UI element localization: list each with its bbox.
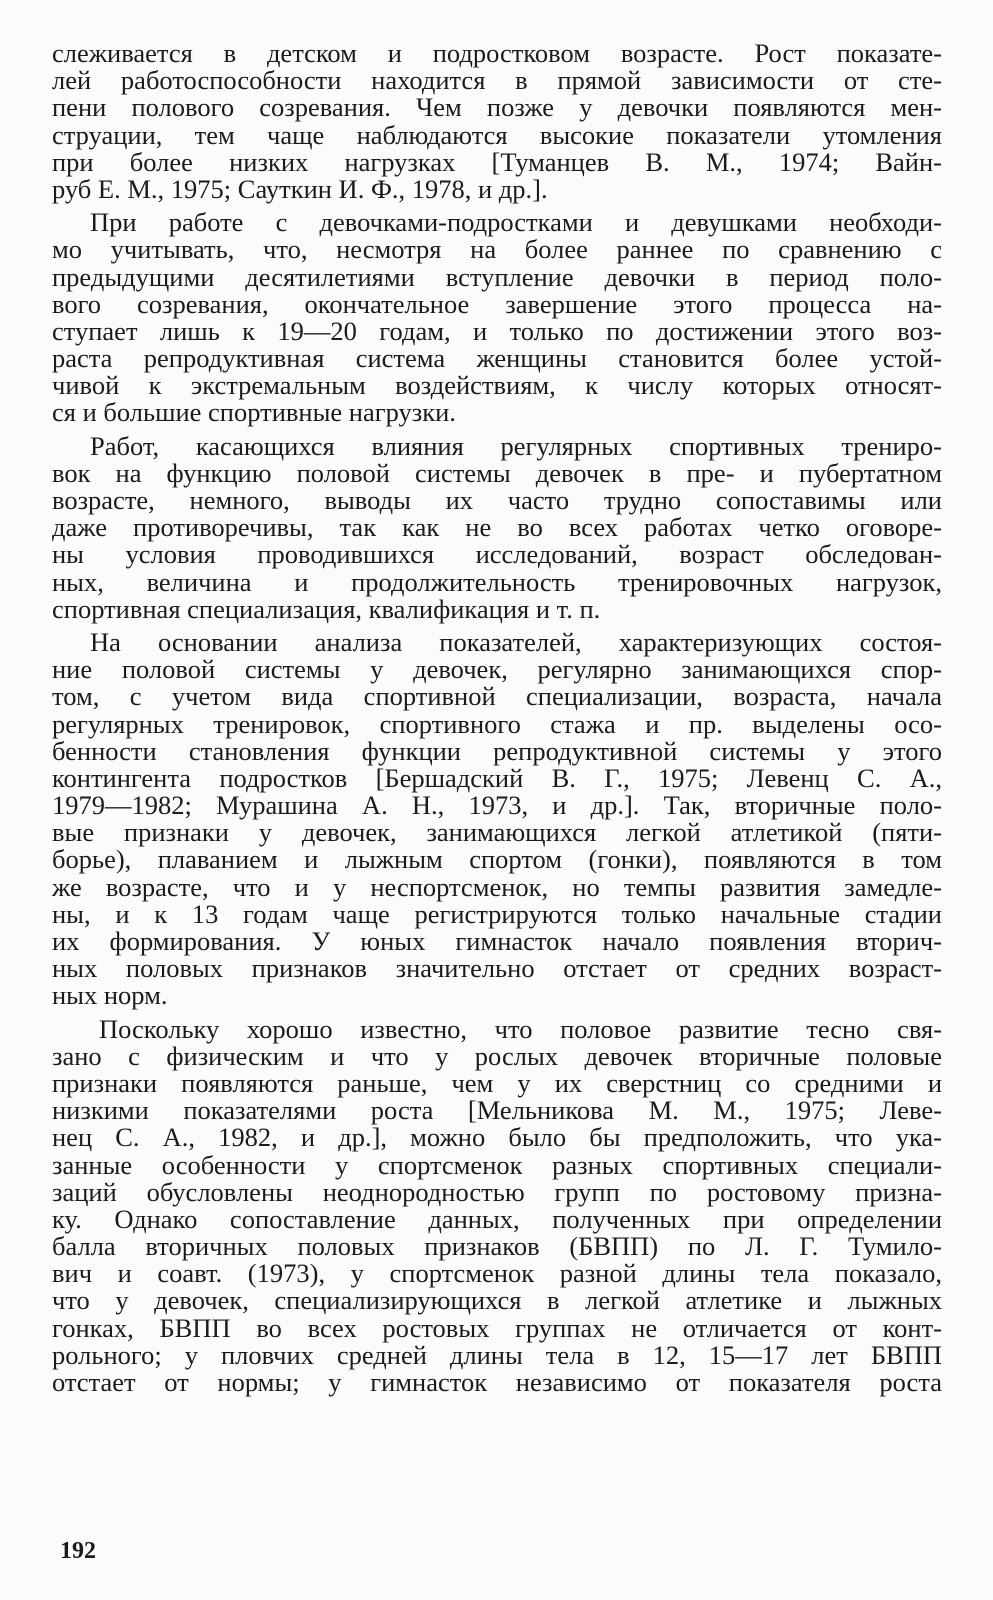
text-line: ны условия проводившихся исследований, возраст обследован- — [52, 539, 942, 570]
text-line: 1979—1982; Мурашина А. Н., 1973, и др.]. Так, вторичные поло- — [52, 790, 942, 821]
text-line: их формирования. У юных гимнасток начало появления вторич- — [52, 926, 942, 956]
text-line: гонках, БВПП во всех ростовых группах не отличается от конт- — [52, 1312, 942, 1343]
text-line: струации, тем чаще наблюдаются высокие показатели утомления — [52, 119, 942, 150]
text-line: ся и большие спортивные нагрузки. — [52, 397, 456, 428]
text-line: низкими показателями роста [Мельникова М. М., 1975; Леве- — [52, 1095, 942, 1126]
text-line: пени полового созревания. Чем позже у девочки появляются мен- — [52, 92, 942, 123]
text-line: При работе с девочками-подростками и девушками необходи- — [90, 207, 942, 238]
text-line: регулярных тренировок, спортивного стажа и пр. выделены осо- — [52, 708, 942, 739]
text-line: вого созревания, окончательное завершение этого процесса на- — [52, 288, 942, 319]
text-line: при более низких нагрузках [Туманцев В. М., 1974; Вайн- — [52, 146, 942, 177]
text-line: отстает от нормы; у гимнасток независимо от показателя роста — [52, 1367, 942, 1397]
text-line: вые признаки у девочек, занимающихся легкой атлетикой (пяти- — [52, 817, 942, 848]
text-line: раста репродуктивная система женщины становится более устой- — [52, 343, 942, 374]
text-line: заций обусловлены неоднородностью групп по ростовому призна- — [52, 1176, 942, 1207]
text-line: ных, величина и продолжительность тренировочных нагрузок, — [52, 566, 942, 597]
text-line: занные особенности у спортсменок разных спортивных специали- — [52, 1149, 942, 1180]
text-line: руб Е. М., 1975; Сауткин И. Ф., 1978, и др.]. — [52, 173, 548, 204]
text-line: ние половой системы у девочек, регулярно занимающихся спор- — [52, 654, 942, 685]
text-line: вок на функцию половой системы девочек в пре- и пубертатном — [52, 457, 942, 488]
text-line: Работ, касающихся влияния регулярных спортивных трениро- — [90, 430, 942, 461]
text-line: предыдущими десятилетиями вступление девочки в период поло- — [52, 261, 942, 292]
text-line: Поскольку хорошо известно, что половое развитие тесно свя- — [99, 1013, 942, 1044]
text-line: том, с учетом вида спортивной специализации, возраста, начала — [52, 681, 942, 712]
text-line: что у девочек, специализирующихся в легкой атлетике и лыжных — [52, 1285, 942, 1316]
text-line: чивой к экстремальным воздействиям, к числу которых относят- — [52, 370, 942, 401]
text-line: признаки появляются раньше, чем у их сверстниц со средними и — [52, 1067, 942, 1098]
text-line: лей работоспособности находится в прямой зависимости от сте- — [52, 65, 942, 96]
text-line: нец С. А., 1982, и др.], можно было бы предположить, что ука- — [52, 1122, 942, 1153]
text-line: мо учитывать, что, несмотря на более раннее по сравнению с — [52, 234, 942, 265]
text-line: спортивная специализация, квалификация и т. п. — [52, 593, 601, 624]
text-line: борье), плаванием и лыжным спортом (гонки), появляются в том — [52, 844, 942, 875]
page-number: 192 — [60, 1538, 96, 1564]
text-line: ных половых признаков значительно отстает от средних возраст- — [52, 953, 942, 984]
text-line: возрасте, немного, выводы их часто трудно сопоставимы или — [52, 485, 942, 515]
text-line: ны, и к 13 годам чаще регистрируются только начальные стадии — [52, 898, 942, 929]
text-line: даже противоречивы, так как не во всех работах четко оговоре- — [52, 512, 942, 543]
text-line: слеживается в детском и подростковом возрасте. Рост показате- — [52, 38, 942, 68]
text-line: ступает лишь к 19—20 годам, и только по достижении этого воз- — [52, 315, 942, 346]
text-line: ных норм. — [52, 980, 168, 1011]
text-line: же возрасте, что и у неспортсменок, но темпы развития замедле- — [52, 871, 942, 902]
text-line: контингента подростков [Бершадский В. Г., 1975; Левенц С. А., — [52, 762, 942, 793]
text-line: балла вторичных половых признаков (БВПП) по Л. Г. Тумило- — [52, 1231, 942, 1262]
text-line: бенности становления функции репродуктивной системы у этого — [52, 735, 942, 766]
text-line: рольного; у пловчих средней длины тела в 12, 15—17 лет БВПП — [52, 1339, 942, 1370]
text-line: ку. Однако сопоставление данных, полученных при определении — [52, 1203, 942, 1234]
body-text — [52, 40, 942, 1396]
text-line: вич и соавт. (1973), у спортсменок разной длины тела показало, — [52, 1258, 942, 1289]
text-line: зано с физическим и что у рослых девочек вторичные половые — [52, 1040, 942, 1071]
text-line: На основании анализа показателей, характеризующих состоя- — [90, 626, 942, 657]
